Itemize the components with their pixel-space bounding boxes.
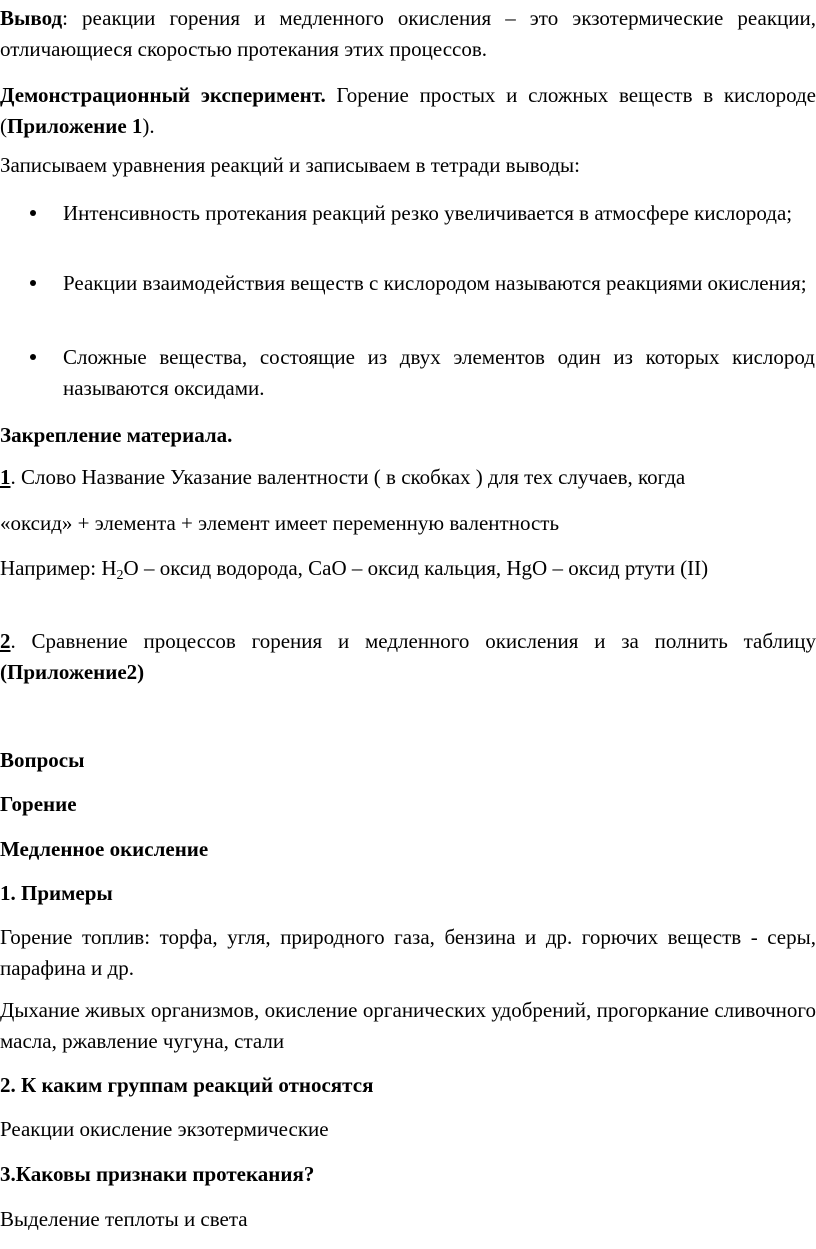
bullet-icon <box>30 210 36 216</box>
task1-example <box>0 553 816 584</box>
task1-text: . Слово Название Указание валентности ( в скобках ) для тех случаев, когда <box>10 465 686 489</box>
header-slow-oxidation: Медленное окисление <box>0 837 209 861</box>
example-text-b: O – оксид водорода, CaO – оксид кальция, HgO – оксид ртути (II) <box>123 556 709 580</box>
task1-number: 1 <box>0 465 11 489</box>
example-text-a: Например: H <box>0 556 117 580</box>
task1-line2: «оксид» + элемента + элемент имеет переменную валентность <box>0 511 560 535</box>
example-subscript: 2 <box>116 568 124 583</box>
task2-number: 2 <box>0 629 11 653</box>
q1-slow-answer: Дыхание живых организмов, окисление органических удобрений, прогоркание сливочного масла, ржавление чугуна, стали <box>0 998 816 1053</box>
conclusion-paragraph <box>0 3 816 65</box>
conclusion-label: Вывод <box>0 6 63 30</box>
conclusion-text: : реакции горения и медленного окисления – это экзотермические реакции, отличающиеся скоростью протекания этих процессов. <box>0 6 816 61</box>
q2-answer: Реакции окисление экзотермические <box>0 1117 329 1141</box>
task2-text: . Сравнение процессов горения и медленного окисления и за полнить таблицу <box>10 629 816 653</box>
bullet-icon <box>30 280 36 286</box>
demo-text-after: ). <box>142 114 155 138</box>
header-questions: Вопросы <box>0 748 85 772</box>
demo-paragraph <box>0 80 816 142</box>
task2-paragraph <box>0 626 816 688</box>
q2-heading: 2. К каким группам реакций относятся <box>0 1073 374 1097</box>
q3-answer: Выделение теплоты и света <box>0 1207 248 1231</box>
consolidation-heading: Закрепление материала. <box>0 423 233 447</box>
task2-appendix: (Приложение2) <box>0 660 145 684</box>
q1-combustion-answer: Горение топлив: торфа, угля, природного газа, бензина и др. горючих веществ - серы, парафина и др. <box>0 925 816 980</box>
bullet-icon <box>30 354 36 360</box>
demo-text-before: Горение простых и сложных веществ в кислороде ( <box>0 83 816 138</box>
bullet-text: Реакции взаимодействия веществ с кислородом называются реакциями окисления; <box>63 271 807 295</box>
bullet-text: Сложные вещества, состоящие из двух элементов один из которых кислород называются оксидами. <box>63 345 815 400</box>
write-intro: Записываем уравнения реакций и записываем в тетради выводы: <box>0 153 581 177</box>
task1-line1 <box>0 462 816 493</box>
header-combustion: Горение <box>0 792 77 816</box>
q1-heading: 1. Примеры <box>0 881 113 905</box>
demo-label: Демонстрационный эксперимент. <box>0 83 326 107</box>
bullet-text: Интенсивность протекания реакций резко увеличивается в атмосфере кислорода; <box>63 201 793 225</box>
demo-appendix: Приложение 1 <box>7 114 143 138</box>
q3-heading: 3.Каковы признаки протекания? <box>0 1162 315 1186</box>
